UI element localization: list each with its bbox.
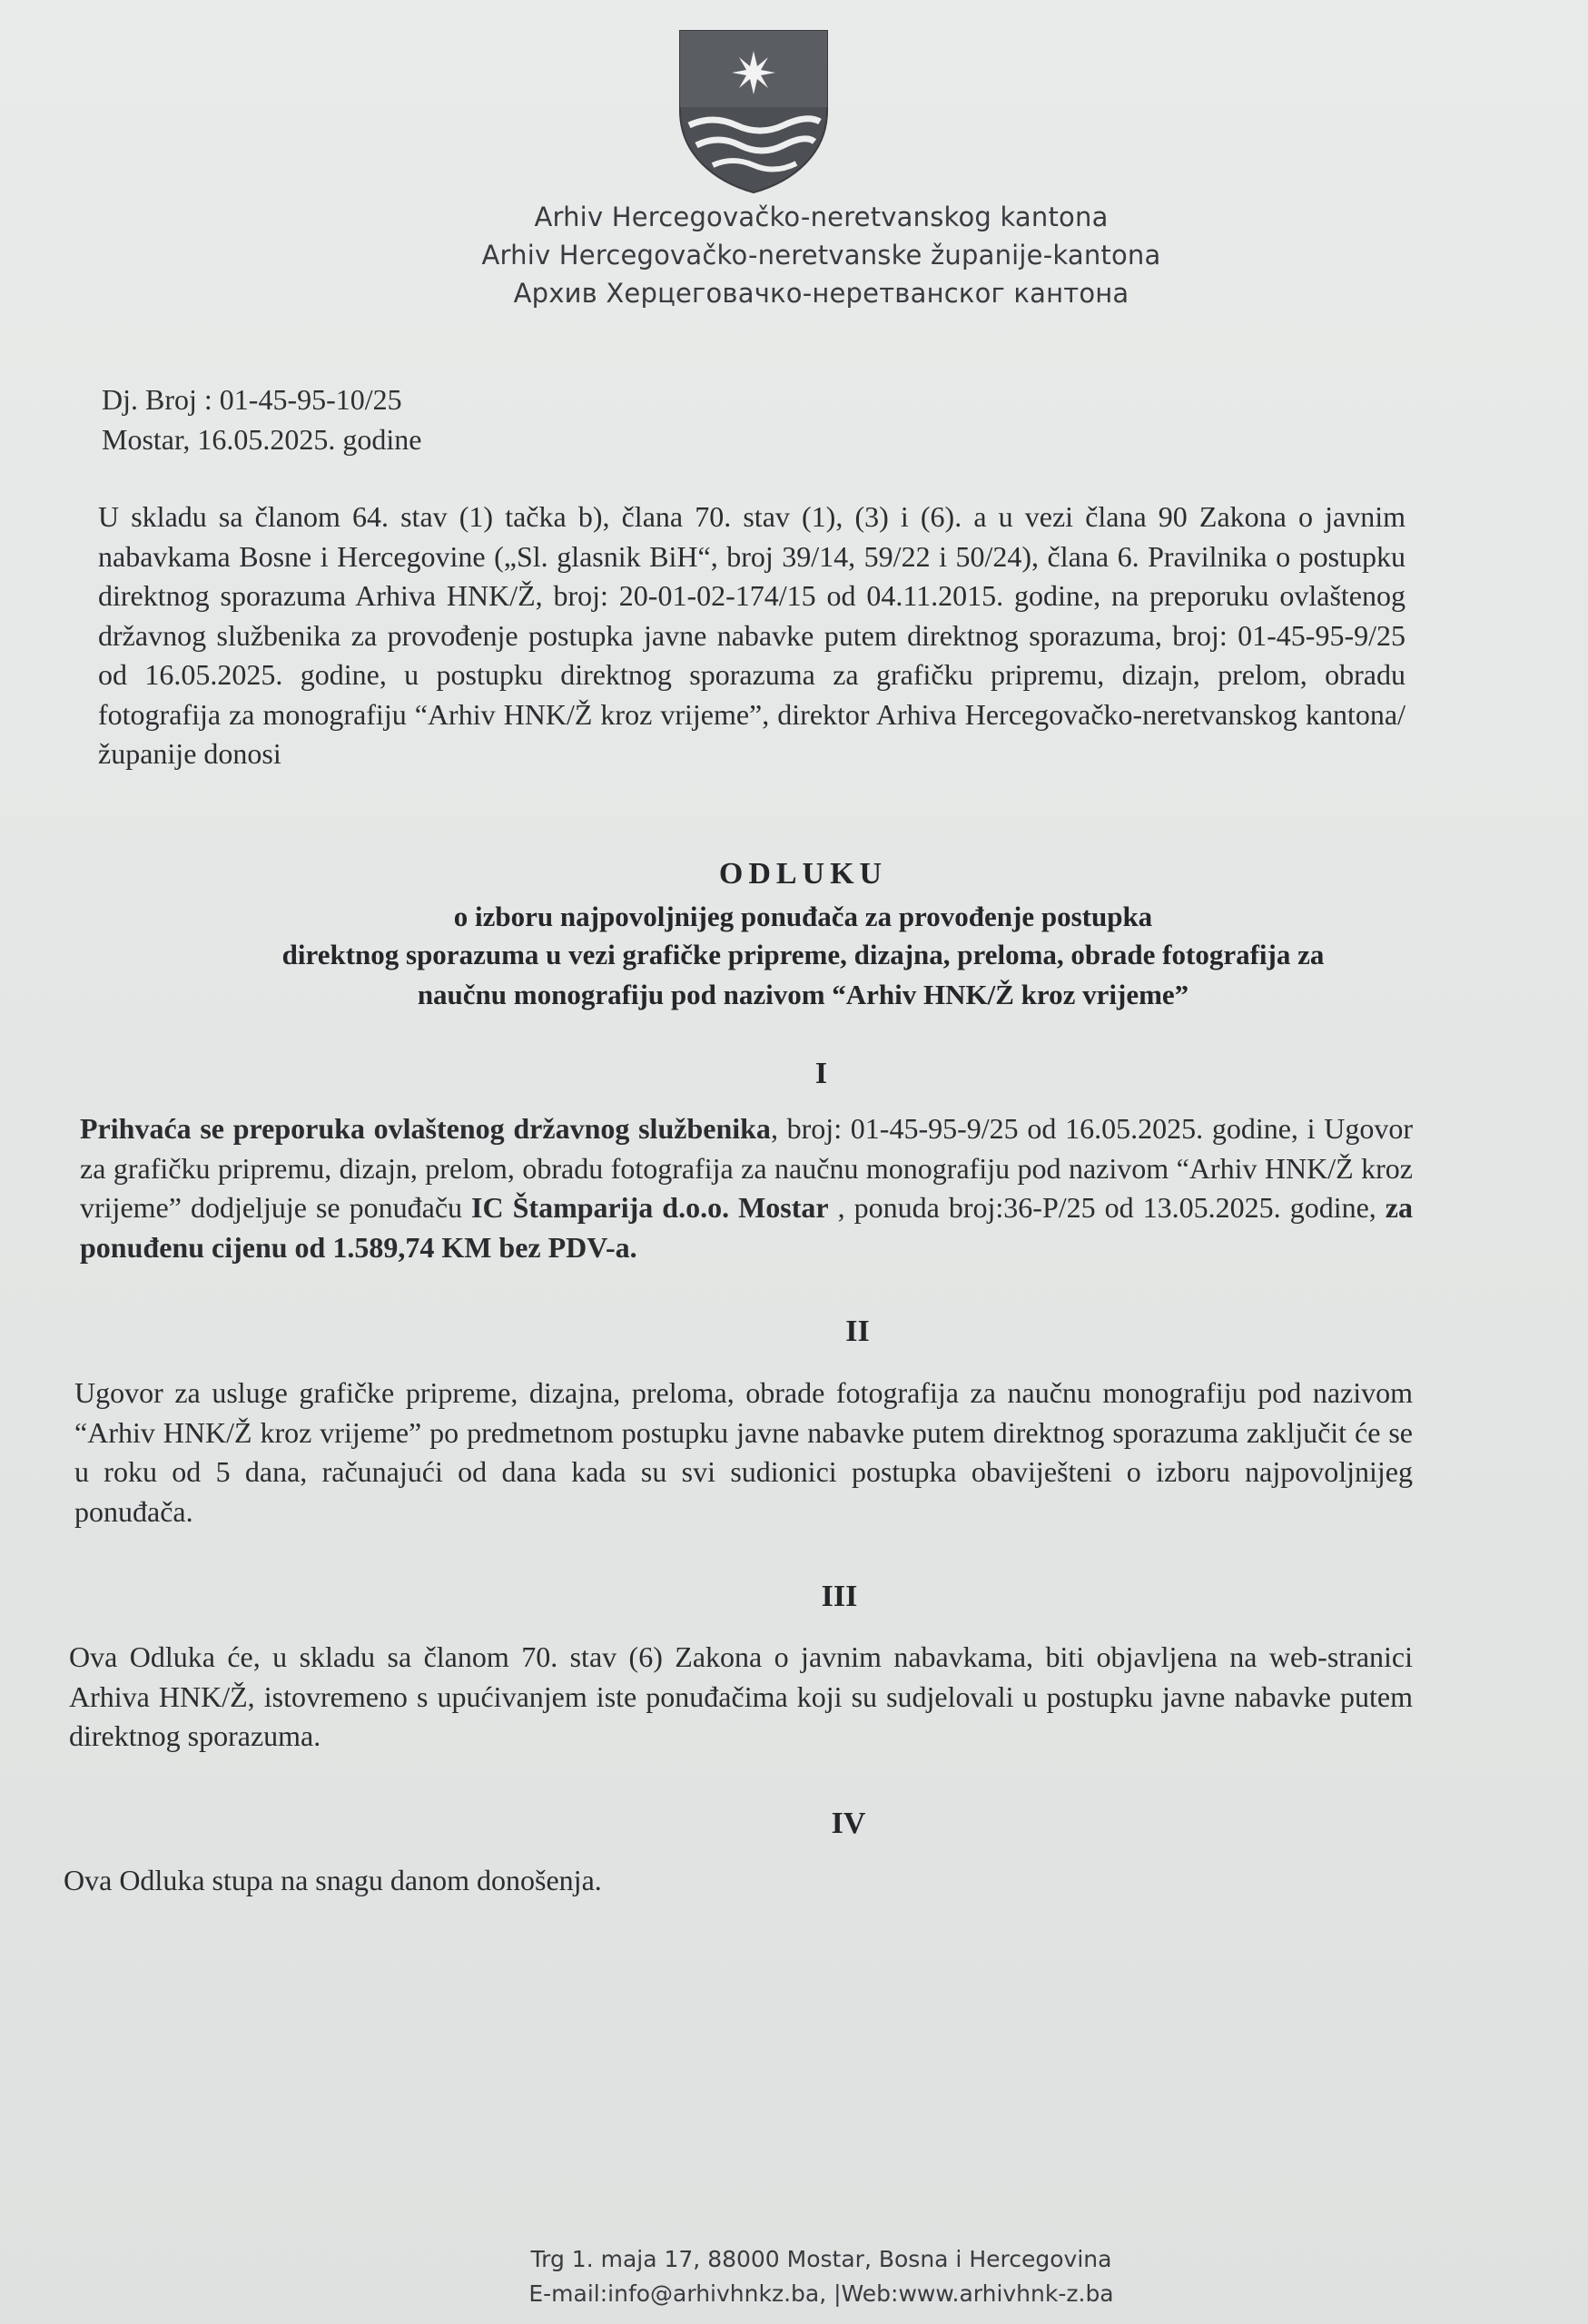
decision-subtitle-line-2: direktnog sporazuma u vezi grafičke pripreme, dizajna, preloma, obrade fotografija za [281,939,1325,970]
reference-number: Dj. Broj : 01-45-95-10/25 [102,383,402,416]
footer-contact: E-mail:info@arhivhnkz.ba, |Web:www.arhivhnk-z.ba [528,2280,1114,2307]
place-and-date: Mostar, 16.05.2025. godine [102,423,422,456]
section-1-text-b: , ponuda broj:36-P/25 od 13.05.2025. godine, [828,1191,1386,1224]
section-numeral-2: II [845,1315,870,1348]
decision-subtitle-line-3: naučnu monografiju pod nazivom “Arhiv HNK/Ž kroz vrijeme” [417,979,1189,1010]
section-3-paragraph: Ova Odluka će, u skladu sa članom 70. stav (6) Zakona o javnim nabavkama, biti objavljena na web-stranici Arhiva HNK/Ž, istovremeno s upućivanjem iste ponuđačima koji su sudjelovali u postupku javne nabavke putem direktnog sporazuma. [69,1640,1413,1752]
institution-name-latin: Arhiv Hercegovačko-neretvanskog kantona [534,202,1109,232]
section-1-lead: Prihvaća se preporuka ovlaštenog državnog službenika [80,1112,771,1145]
coat-of-arms-icon [676,27,831,195]
selected-bidder: IC Štamparija d.o.o. Mostar [471,1191,829,1224]
footer-address: Trg 1. maja 17, 88000 Mostar, Bosna i Hercegovina [530,2246,1112,2272]
section-1-paragraph [80,1109,1413,1267]
offered-price: za ponuđenu cijenu od 1.589,74 KM bez PDV-a. [80,1191,1413,1264]
decision-title: ODLUKU [718,857,888,891]
section-4-paragraph: Ova Odluka stupa na snagu danom donošenja. [64,1864,602,1896]
institution-name-croatian: Arhiv Hercegovačko-neretvanske županije-kantona [481,240,1161,271]
intro-paragraph: U skladu sa članom 64. stav (1) tačka b), člana 70. stav (1), (3) i (6). a u vezi člana 90 Zakona o javnim nabavkama Bosne i Hercegovine („Sl. glasnik BiH“, broj 39/14, 59/22 i 50/24), člana 6. Pravilnika o postupku direktnog sporazuma Arhiva HNK/Ž, broj: 20-01-02-174/15 od 04.11.2015. godine, na preporuku ovlaštenog državnog službenika za provođenje postupka javne nabavke putem direktnog sporazuma, broj: 01-45-95-9/25 od 16.05.2025. godine, u postupku direktnog sporazuma za grafičku pripremu, dizajn, prelom, obradu fotografija za monografiju “Arhiv HNK/Ž kroz vrijeme”, direktor Arhiva Hercegovačko-neretvanskog kantona/županije donosi [98,500,1406,770]
section-numeral-3: III [821,1580,858,1613]
section-numeral-4: IV [831,1807,866,1840]
institution-name-cyrillic: Архив Херцеговачко-неретванског кантона [513,278,1129,309]
section-1-text-a: , broj: 01-45-95-9/25 od 16.05.2025. godine, i Ugovor za grafičku pripremu, dizajn, prelom, obradu fotografija za naučnu monografiju pod nazivom “Arhiv HNK/Ž kroz vrijeme” dodjeljuje se ponuđaču [80,1112,1414,1224]
section-numeral-1: I [814,1057,828,1090]
decision-subtitle-line-1: o izboru najpovoljnijeg ponuđača za provođenje postupka [453,901,1153,932]
section-2-paragraph: Ugovor za usluge grafičke pripreme, dizajna, preloma, obrade fotografija za naučnu monografiju pod nazivom “Arhiv HNK/Ž kroz vrijeme” po predmetnom postupku javne nabavke putem direktnog sporazuma zaključit će se u roku od 5 dana, računajući od dana kada su svi sudionici postupka obaviješteni o izboru najpovoljnijeg ponuđača. [74,1376,1413,1528]
